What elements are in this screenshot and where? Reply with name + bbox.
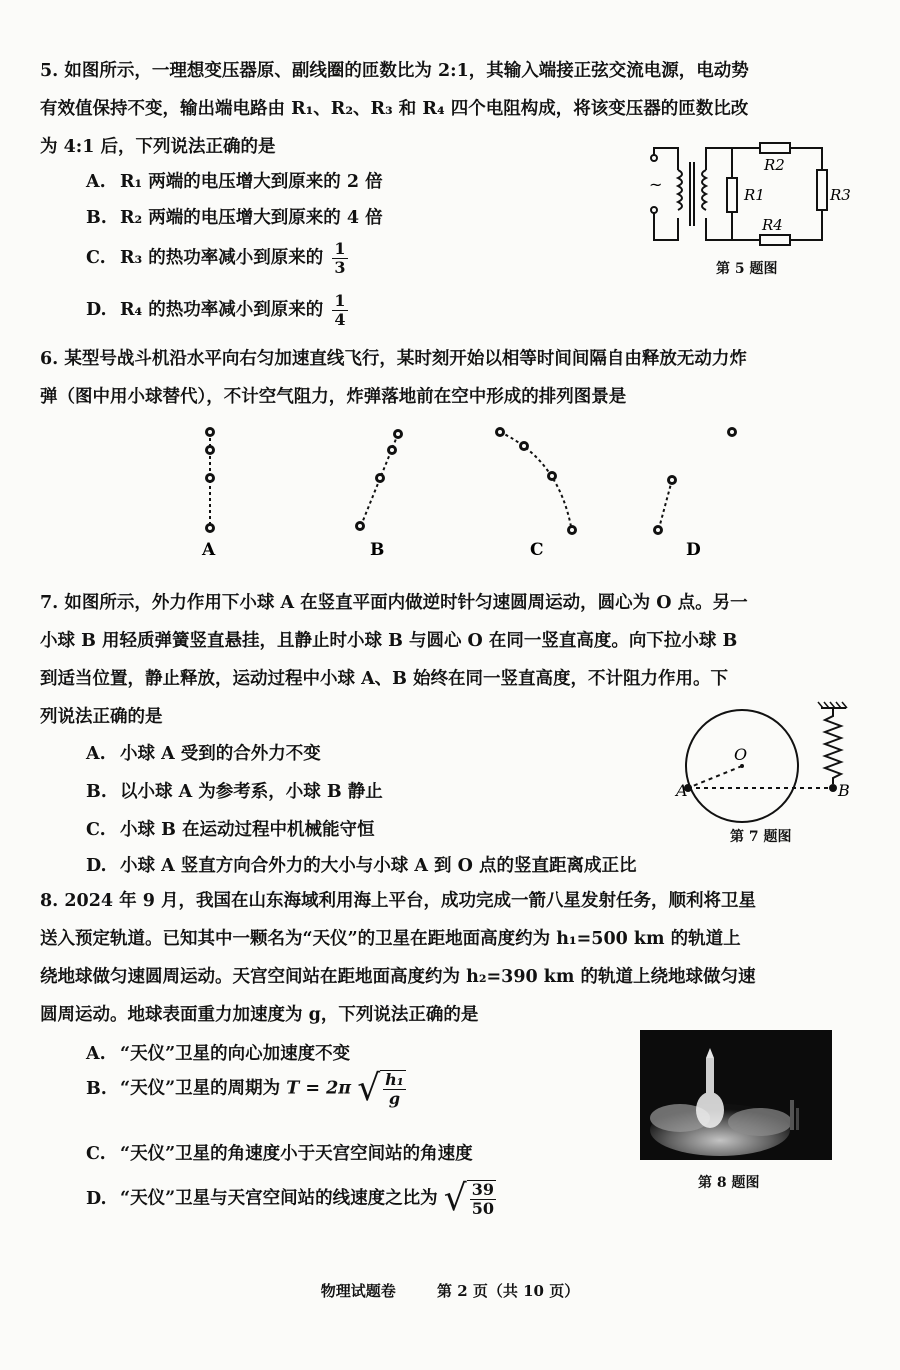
pattern-a-ball (207, 447, 214, 454)
pattern-b-ball (395, 431, 402, 438)
pattern-a-label: A (202, 540, 216, 560)
r3-label: R3 (830, 186, 851, 204)
q6-stem (40, 340, 870, 416)
q5-option-a[interactable]: A. R₁ 两端的电压增大到原来的 2 倍 (86, 172, 383, 192)
pattern-c-label: C (530, 540, 544, 560)
pattern-a-ball (207, 429, 214, 436)
pattern-d-label: D (686, 540, 701, 560)
pattern-a-ball (207, 525, 214, 532)
q8-text-line4: 圆周运动。地球表面重力加速度为 g，下列说法正确的是 (40, 1005, 479, 1025)
q5-text-line3: 为 4:1 后，下列说法正确的是 (40, 137, 276, 157)
secondary-coil (702, 170, 706, 210)
q7-number: 7. (40, 593, 59, 613)
q8-text-line3: 绕地球做匀速圆周运动。天宫空间站在距地面高度约为 h₂=390 km 的轨道上绕地球做匀速 (40, 967, 756, 987)
q7-option-d[interactable]: D. 小球 A 竖直方向合外力的大小与小球 A 到 O 点的竖直距离成正比 (86, 856, 637, 876)
q5-option-d[interactable]: D. R₄ 的热功率减小到原来的 $\frac{1}{4}$ (86, 291, 346, 329)
q6-number: 6. (40, 349, 59, 369)
radius-dashed-line (688, 766, 742, 788)
q7-text-line2: 小球 B 用轻质弹簧竖直悬挂，且静止时小球 B 与圆心 O 在同一竖直高度。向下拉小球 B (40, 631, 738, 651)
q8-rocket-launch-photo (640, 1030, 832, 1160)
r3-resistor (817, 170, 827, 210)
q5-text-line2: 有效值保持不变，输出端电路由 R₁、R₂、R₃ 和 R₄ 四个电阻构成，将该变压器的匝数比改 (40, 99, 749, 119)
q7-option-b[interactable]: B. 以小球 A 为参考系，小球 B 静止 (86, 782, 383, 802)
pattern-c-line (500, 432, 572, 532)
q7-text-line1: 如图所示，外力作用下小球 A 在竖直平面内做逆时针匀速圆周运动，圆心为 O 点。另一 (64, 593, 748, 613)
q8-stem (40, 882, 870, 1034)
pattern-b-label: B (370, 540, 385, 560)
pattern-d-ball (729, 429, 736, 436)
pattern-b-ball (389, 447, 396, 454)
q8-text-line1: 2024 年 9 月，我国在山东海域利用海上平台，成功完成一箭八星发射任务，顺利将卫星 (64, 891, 757, 911)
q5-text-line1: 如图所示，一理想变压器原、副线圈的匝数比为 2:1，其输入端接正弦交流电源，电动势 (64, 61, 749, 81)
pattern-a-ball (207, 475, 214, 482)
q5-circuit-diagram (640, 140, 870, 250)
pattern-d-ball (655, 527, 662, 534)
r2-label: R2 (764, 156, 785, 174)
pattern-c-ball (521, 443, 528, 450)
ball-b (829, 784, 837, 792)
pattern-d-ball (669, 477, 676, 484)
q7-circle-spring-diagram (676, 700, 866, 820)
q8-option-a[interactable]: A. “天仪”卫星的向心加速度不变 (86, 1044, 351, 1064)
r4-label: R4 (762, 216, 783, 234)
q5-d-fraction: $\frac{1}{4}$ (334, 291, 346, 329)
q8-number: 8. (40, 891, 59, 911)
q6-bomb-patterns (180, 420, 780, 565)
r4-resistor (760, 235, 790, 245)
input-terminal-top (651, 155, 657, 161)
pattern-c-ball (569, 527, 576, 534)
center-point-o (740, 764, 744, 768)
footer-subject: 物理试题卷 (320, 1282, 396, 1300)
q8-b-sqrt: √ $\frac{\text{h₁}}{g}$ (357, 1068, 404, 1109)
q8-option-b[interactable]: B. “天仪”卫星的周期为 T = 2π √ $\frac{\text{h₁}}{g}$ (86, 1068, 404, 1109)
label-b: B (838, 781, 850, 800)
pattern-b-ball (377, 475, 384, 482)
q7-option-c[interactable]: C. 小球 B 在运动过程中机械能守恒 (86, 820, 375, 840)
input-terminal-bottom (651, 207, 657, 213)
q8-b-formula: T = 2π (286, 1078, 352, 1099)
page-footer (0, 1280, 900, 1301)
pattern-c-ball (497, 429, 504, 436)
q5-option-c[interactable]: C. R₃ 的热功率减小到原来的 $\frac{1}{3}$ (86, 239, 346, 277)
q8-text-line2: 送入预定轨道。已知其中一颗名为“天仪”的卫星在距地面高度约为 h₁=500 km 的轨道上 (40, 929, 741, 949)
ac-source-symbol: ~ (649, 175, 663, 194)
q7-text-line4: 列说法正确的是 (40, 707, 163, 727)
q8-caption: 第 8 题图 (698, 1175, 760, 1191)
pattern-c-ball (549, 473, 556, 480)
label-o: O (734, 745, 748, 764)
q6-text-line2: 弹（图中用小球替代），不计空气阻力，炸弹落地前在空中形成的排列图景是 (40, 387, 627, 407)
pattern-d-line (658, 480, 672, 532)
footer-page-number: 第 2 页（共 10 页） (437, 1282, 580, 1300)
q6-text-line1: 某型号战斗机沿水平向右匀加速直线飞行，某时刻开始以相等时间间隔自由释放无动力炸 (64, 349, 747, 369)
spring (825, 708, 841, 784)
r1-resistor (727, 178, 737, 212)
q8-d-sqrt: √ $\frac{39}{50}$ (443, 1178, 494, 1219)
q7-option-a[interactable]: A. 小球 A 受到的合外力不变 (86, 744, 321, 764)
rocket-body (706, 1058, 714, 1100)
q5-caption: 第 5 题图 (716, 261, 778, 277)
q7-caption: 第 7 题图 (730, 829, 792, 845)
q5-option-b[interactable]: B. R₂ 两端的电压增大到原来的 4 倍 (86, 208, 383, 228)
q5-c-fraction: $\frac{1}{3}$ (334, 239, 346, 277)
pattern-b-ball (357, 523, 364, 530)
primary-coil (678, 170, 682, 210)
q8-option-c[interactable]: C. “天仪”卫星的角速度小于天宫空间站的角速度 (86, 1144, 473, 1164)
q7-text-line3: 到适当位置，静止释放，运动过程中小球 A、B 始终在同一竖直高度，不计阻力作用。下 (40, 669, 729, 689)
r1-label: R1 (744, 186, 765, 204)
q5-number: 5. (40, 61, 59, 81)
q8-option-d[interactable]: D. “天仪”卫星与天宫空间站的线速度之比为 √ $\frac{39}{50}$ (86, 1178, 494, 1219)
r2-resistor (760, 143, 790, 153)
label-a: A (676, 781, 688, 800)
